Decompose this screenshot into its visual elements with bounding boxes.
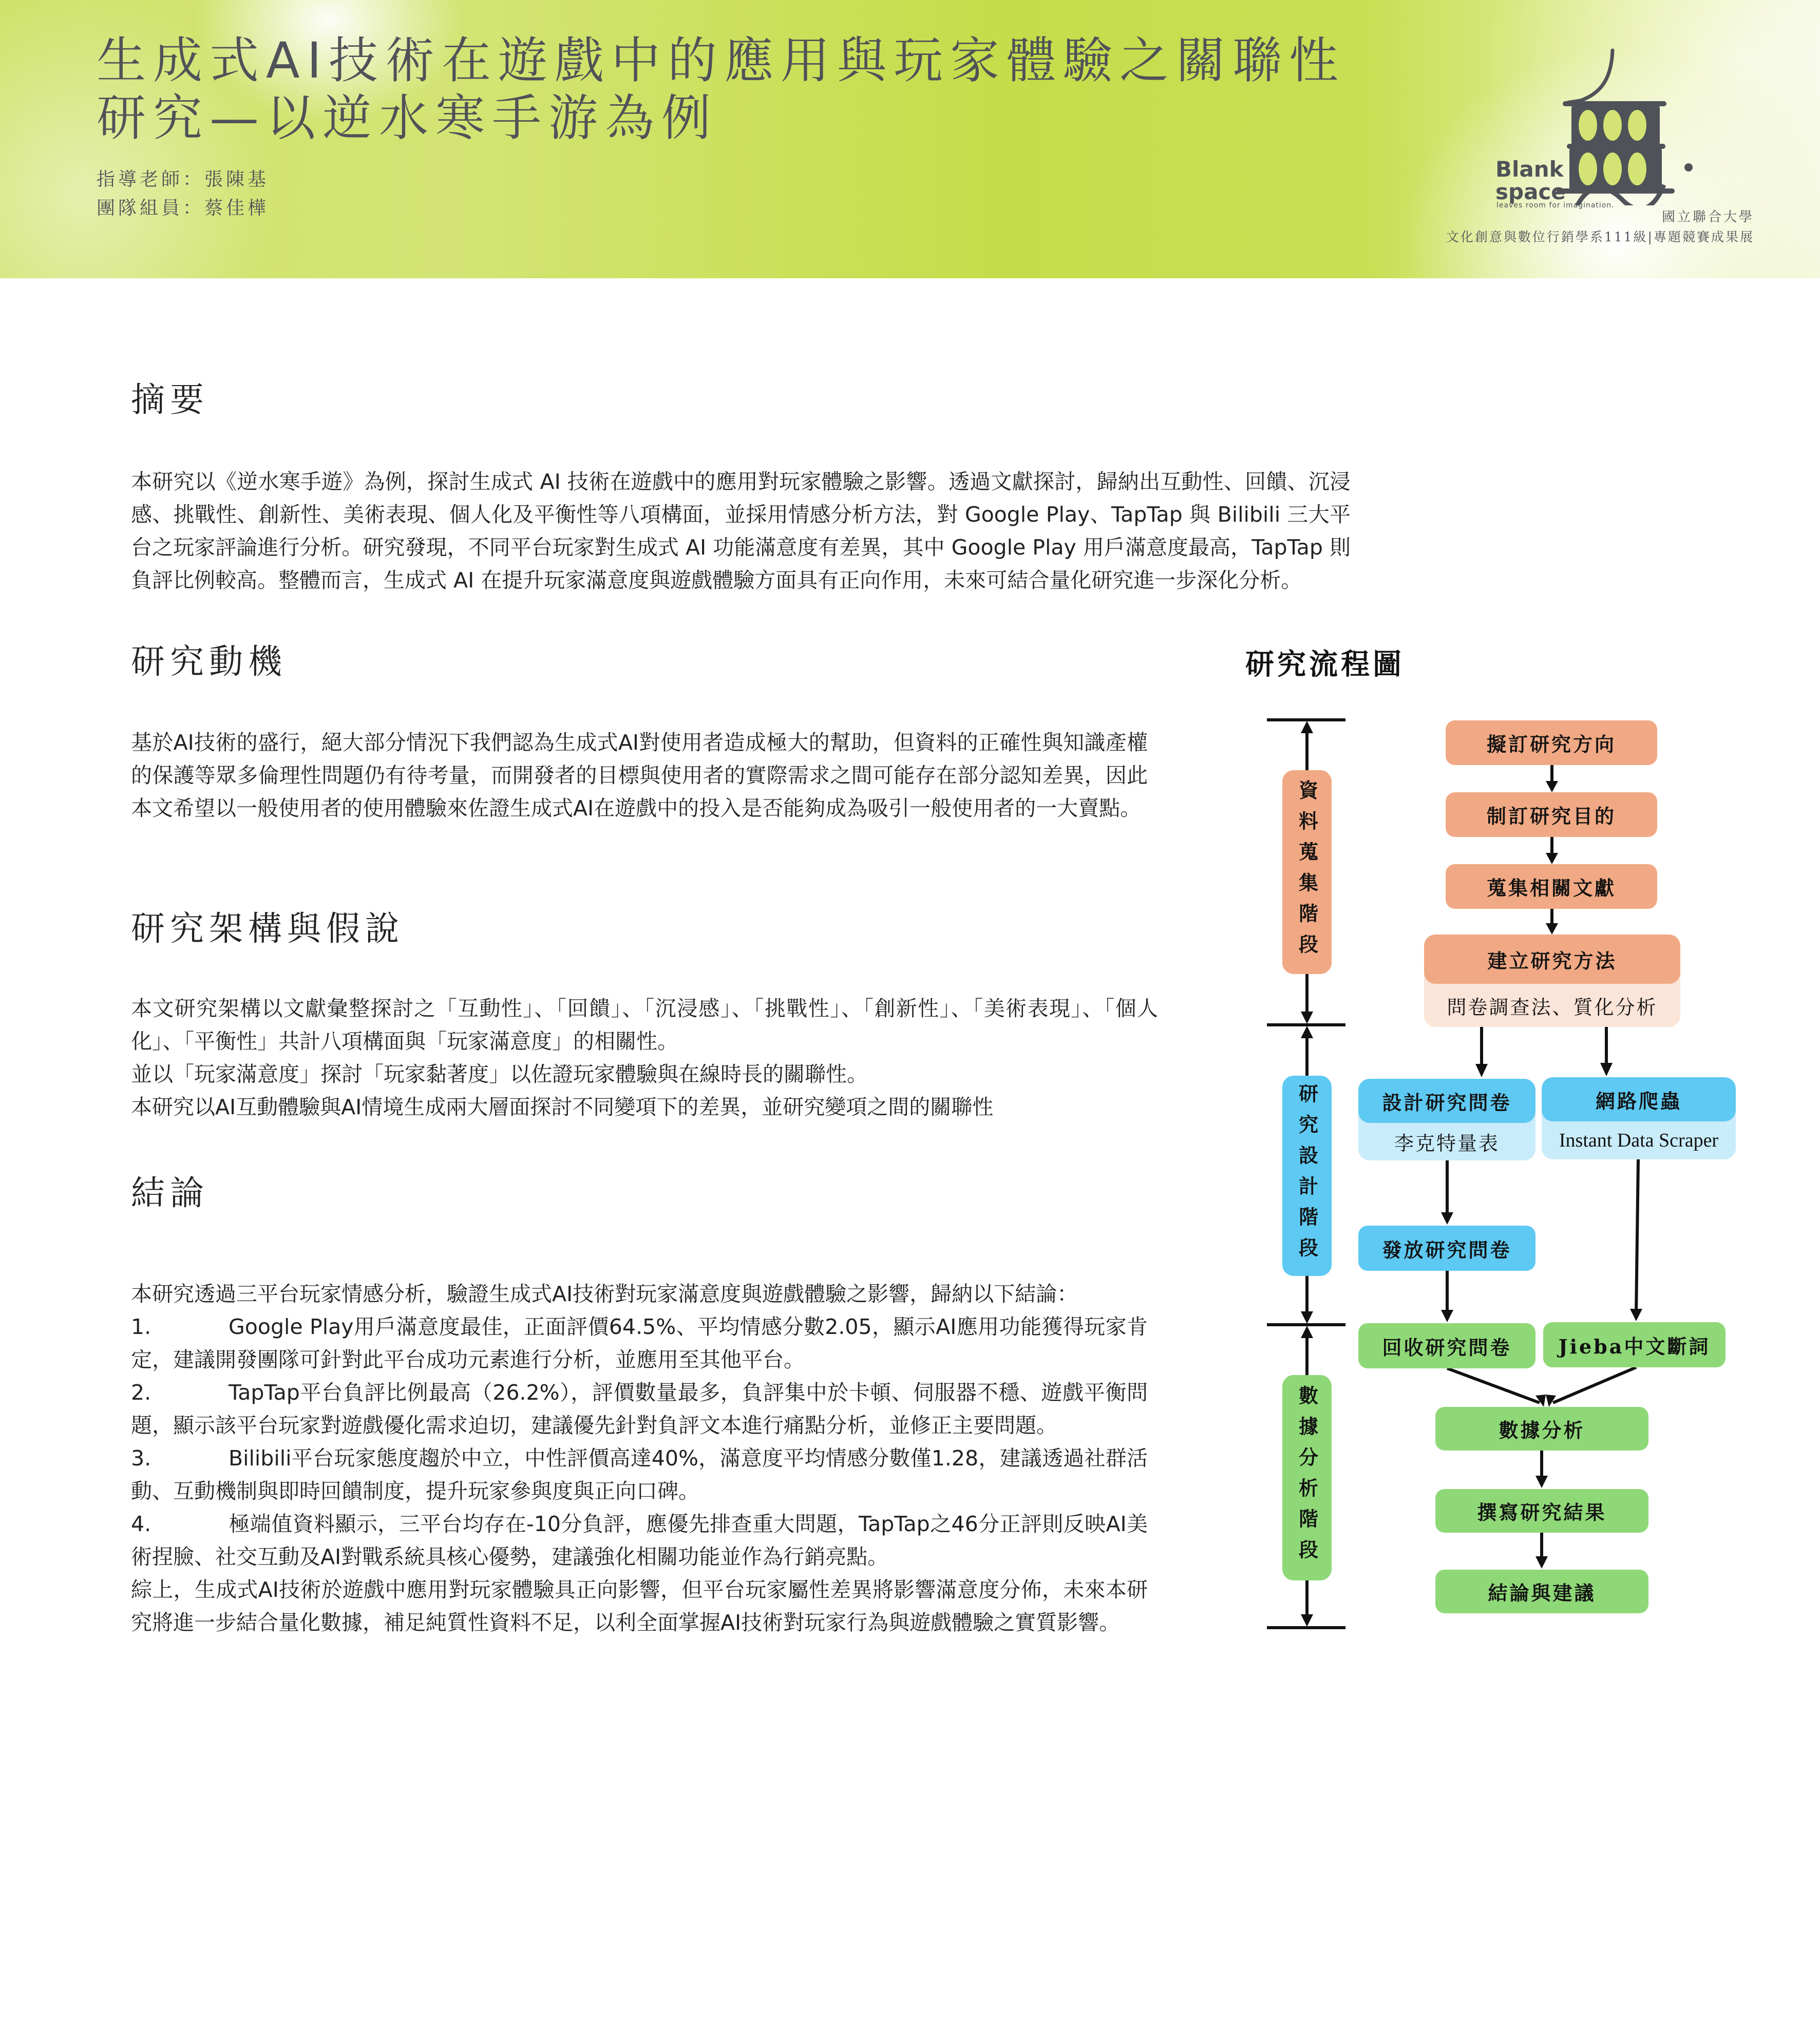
flowchart-title: 研究流程圖 xyxy=(1245,647,1405,681)
step-research-method: 建立研究方法 問卷調查法、質化分析 xyxy=(1424,934,1680,1027)
step-design-questionnaire: 設計研究問卷 李克特量表 xyxy=(1358,1079,1535,1160)
department-name: 文化創意與數位行銷學系111級|專題競賽成果展 xyxy=(1446,230,1754,244)
step-jieba-segmentation: Jieba中文斷詞 xyxy=(1543,1322,1726,1367)
motivation-heading: 研究動機 xyxy=(131,642,287,681)
conclusion-item-1: 1. Google Play用戶滿意度最佳，正面評價64.5%、平均情感分數2.05，顯示AI應用功能獲得玩家肯定，建議開發團隊可針對此平台成功元素進行分析，並應用至其他平台。 xyxy=(131,1314,1148,1372)
motivation-body: 基於AI技術的盛行，絕大部分情況下我們認為生成式AI對使用者造成極大的幫助，但資料的正確性與知識產權的保護等眾多倫理性問題仍有待考量，而開發者的目標與使用者的實際需求之間可能存在部分認知差異，因此本文希望以一般使用者的使用體驗來佐證生成式AI在遊戲中的投入是否能夠成為吸引一般使用者的一大賣點。 xyxy=(131,730,1148,821)
conclusion-item-2: 2. TapTap平台負評比例最高（26.2%），評價數量最多，負評集中於卡頓、伺服器不穩、遊戲平衡問題，顯示該平台玩家對遊戲優化需求迫切，建議優先針對負評文本進行痛點分析，並修正主要問題。 xyxy=(131,1380,1148,1438)
conclusion-summary: 綜上，生成式AI技術於遊戲中應用對玩家體驗具正向影響，但平台玩家屬性差異將影響滿意度分佈，未來本研究將進一步結合量化數據，補足純質性資料不足，以利全面掌握AI技術對玩家行為與遊戲體驗之實質影響。 xyxy=(131,1577,1148,1635)
conclusion-item-3: 3. Bilibili平台玩家態度趨於中立，中性評價高達40%，滿意度平均情感分數僅1.28，建議透過社群活動、互動機制與即時回饋制度，提升玩家參與度與正向口碑。 xyxy=(131,1446,1148,1503)
stage-data-analysis: 數據分析階段 xyxy=(1282,1375,1332,1580)
step-distribute-questionnaire: 發放研究問卷 xyxy=(1358,1226,1535,1271)
title-line-1: 生成式AI技術在遊戲中的應用與玩家體驗之關聯性 xyxy=(97,32,1345,89)
advisor: 指導老師：張陳基 xyxy=(97,169,270,190)
stage-research-design: 研究設計階段 xyxy=(1282,1076,1332,1276)
step-collect-questionnaire: 回收研究問卷 xyxy=(1358,1323,1535,1368)
abstract-body: 本研究以《逆水寒手遊》為例，探討生成式 AI 技術在遊戲中的應用對玩家體驗之影響。透過文獻探討，歸納出互動性、回饋、沉浸感、挑戰性、創新性、美術表現、個人化及平衡性等八項構面，並採用情感分析方法，對 Google Play、TapTap 與 Bilibili 三大平台之玩家評論進行分析。研究發現，不同平台玩家對生成式 AI 功能滿意度有差異，其中 Google Play 用戶滿意度最高，TapTap 則負評比例較高。整體而言，生成式 AI 在提升玩家滿意度與遊戲體驗方面具有正向作用，未來可結合量化研究進一步深化分析。 xyxy=(131,469,1351,593)
framework-body: 本文研究架構以文獻彙整探討之「互動性」、「回饋」、「沉浸感」、「挑戰性」、「創新性」、「美術表現」、「個人化」、「平衡性」共計八項構面與「玩家滿意度」的相關性。 並以「玩家滿意度」探討「玩家黏著度」以佐證玩家體驗與在線時長的關聯性。 本研究以AI互動體驗與AI情境生成兩大層面探討不同變項下的差異，並研究變項之間的關聯性 xyxy=(131,996,1158,1119)
logo-wordmark: Blank space xyxy=(1495,157,1566,204)
step-web-crawler: 網路爬蟲 Instant Data Scraper xyxy=(1542,1077,1736,1159)
logo-tagline: leaves room for imagination. xyxy=(1496,201,1615,209)
step-literature-review: 蒐集相關文獻 xyxy=(1446,864,1657,909)
abstract-heading: 摘要 xyxy=(131,380,209,419)
university-name: 國立聯合大學 xyxy=(1661,209,1754,225)
step-write-results: 撰寫研究結果 xyxy=(1435,1489,1648,1533)
step-data-analysis: 數據分析 xyxy=(1435,1407,1648,1451)
step-research-purpose: 制訂研究目的 xyxy=(1446,792,1657,837)
stage-data-collection: 資料蒐集階段 xyxy=(1282,770,1332,974)
title-line-2: 研究—以逆水寒手游為例 xyxy=(97,89,718,147)
conclusion-intro: 本研究透過三平台玩家情感分析，驗證生成式AI技術對玩家滿意度與遊戲體驗之影響，歸納以下結論： xyxy=(131,1282,1078,1306)
team-members: 團隊組員：蔡佳樺 xyxy=(97,198,270,219)
framework-heading: 研究架構與假說 xyxy=(131,909,404,948)
step-conclusion: 結論與建議 xyxy=(1435,1570,1648,1613)
conclusion-heading: 結論 xyxy=(131,1173,209,1213)
step-research-direction: 擬訂研究方向 xyxy=(1446,720,1657,765)
conclusion-item-4: 4. 極端值資料顯示，三平台均存在-10分負評，應優先排查重大問題，TapTap之46分正評則反映AI美術捏臉、社交互動及AI對戰系統具核心優勢，建議強化相關功能並作為行銷亮點。 xyxy=(131,1512,1148,1569)
